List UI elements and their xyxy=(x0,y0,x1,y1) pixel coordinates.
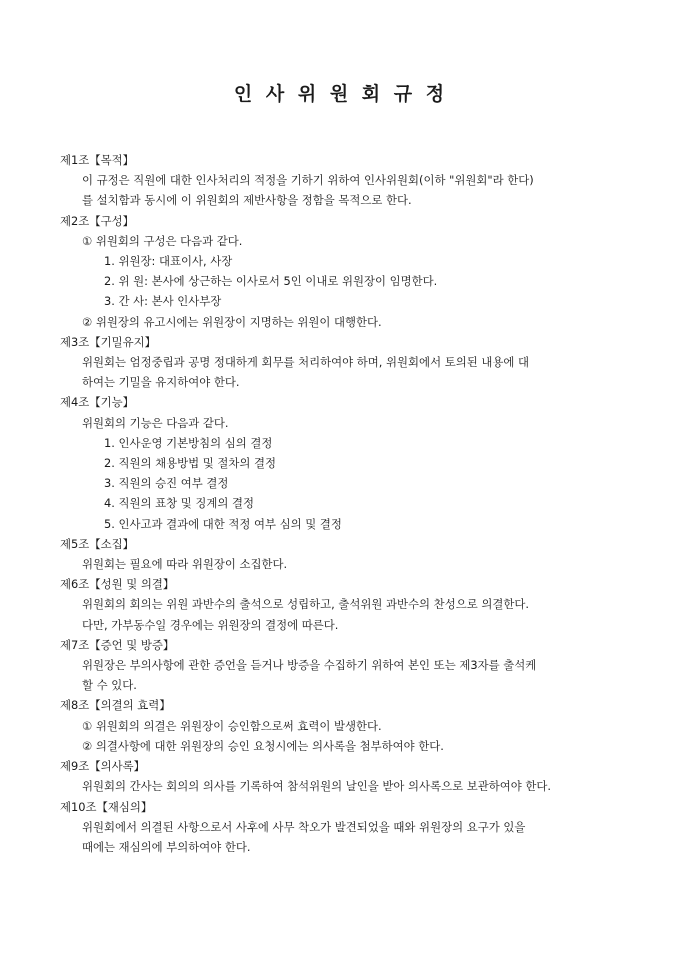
article-text: 위원회의 기능은 다음과 같다. xyxy=(82,415,229,430)
article-8 xyxy=(60,695,626,756)
article-text: 위원회는 엄정중립과 공명 정대하게 회무를 처리하여야 하며, 위원회에서 토의된 내용에 대 xyxy=(82,355,529,370)
document-body xyxy=(60,150,626,857)
article-text: 위원회는 필요에 따라 위원장이 소집한다. xyxy=(82,557,288,572)
numbered-item: 3. 직원의 승진 여부 결정 xyxy=(104,476,229,491)
article-3 xyxy=(60,332,626,393)
article-heading: 제4조【기능】 xyxy=(60,395,135,410)
clause-item: ② 의결사항에 대한 위원장의 승인 요청시에는 의사록을 첨부하여야 한다. xyxy=(82,738,444,753)
clause-item: ① 위원회의 의결은 위원장이 승인함으로써 효력이 발생한다. xyxy=(82,718,382,733)
article-text: 할 수 있다. xyxy=(82,678,137,693)
article-heading: 제10조【재심의】 xyxy=(60,799,153,814)
article-heading: 제5조【소집】 xyxy=(60,536,135,551)
numbered-item: 1. 인사운영 기본방침의 심의 결정 xyxy=(104,435,273,450)
article-10 xyxy=(60,797,626,858)
article-2 xyxy=(60,211,626,332)
article-heading: 제8조【의결의 효력】 xyxy=(60,698,171,713)
numbered-item: 4. 직원의 표창 및 징계의 결정 xyxy=(104,496,255,511)
article-text: 이 규정은 직원에 대한 인사처리의 적정을 기하기 위하여 인사위원회(이하 "위원회"라 한다) xyxy=(82,173,534,188)
article-7 xyxy=(60,635,626,696)
article-9 xyxy=(60,756,626,796)
article-heading: 제6조【성원 및 의결】 xyxy=(60,577,175,592)
article-text: 위원회에서 의결된 사항으로서 사후에 사무 착오가 발견되었을 때와 위원장의 요구가 있을 xyxy=(82,819,526,834)
article-text: 를 설치함과 동시에 이 위원회의 제반사항을 정함을 목적으로 한다. xyxy=(82,193,412,208)
article-text: 하여는 기밀을 유지하여야 한다. xyxy=(82,375,240,390)
article-text: 위원장은 부의사항에 관한 증언을 듣거나 방증을 수집하기 위하여 본인 또는 제3자를 출석케 xyxy=(82,658,537,673)
article-heading: 제3조【기밀유지】 xyxy=(60,334,157,349)
article-1 xyxy=(60,150,626,211)
article-heading: 제9조【의사록】 xyxy=(60,759,146,774)
article-5 xyxy=(60,534,626,574)
article-4 xyxy=(60,392,626,533)
numbered-item: 1. 위원장: 대표이사, 사장 xyxy=(104,254,233,269)
article-text: 때에는 재심의에 부의하여야 한다. xyxy=(82,839,251,854)
clause-item: ② 위원장의 유고시에는 위원장이 지명하는 위원이 대행한다. xyxy=(82,314,382,329)
article-heading: 제7조【증언 및 방증】 xyxy=(60,637,175,652)
numbered-item: 5. 인사고과 결과에 대한 적정 여부 심의 및 결정 xyxy=(104,516,342,531)
numbered-item: 2. 위 원: 본사에 상근하는 이사로서 5인 이내로 위원장이 임명한다. xyxy=(104,274,438,289)
article-6 xyxy=(60,574,626,635)
numbered-item: 2. 직원의 채용방법 및 절차의 결정 xyxy=(104,456,277,471)
document-title: 인 사 위 원 회 규 정 xyxy=(233,83,447,105)
clause-item: ① 위원회의 구성은 다음과 같다. xyxy=(82,233,243,248)
article-text: 위원회의 회의는 위원 과반수의 출석으로 성립하고, 출석위원 과반수의 찬성으로 의결한다. xyxy=(82,597,529,612)
article-heading: 제2조【구성】 xyxy=(60,213,135,228)
article-text: 위원회의 간사는 회의의 의사를 기록하여 참석위원의 날인을 받아 의사록으로 보관하여야 한다. xyxy=(82,779,551,794)
article-heading: 제1조【목적】 xyxy=(60,153,135,167)
numbered-item: 3. 간 사: 본사 인사부장 xyxy=(104,294,222,309)
article-text: 다만, 가부동수일 경우에는 위원장의 결정에 따른다. xyxy=(82,617,339,632)
